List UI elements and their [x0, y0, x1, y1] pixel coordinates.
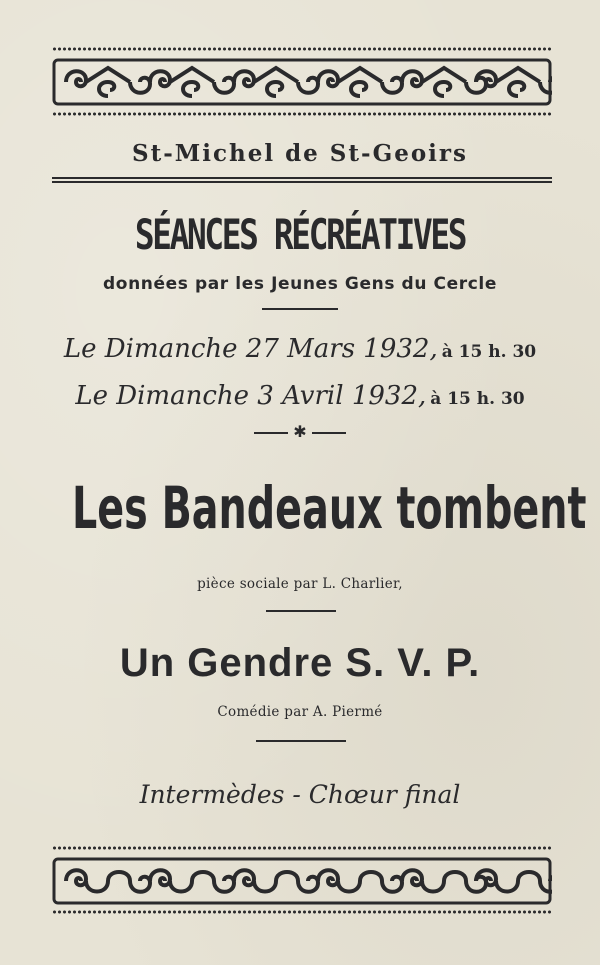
date-2-text: Le Dimanche 3 Avril 1932,	[75, 381, 427, 411]
village-name: St-Michel de St-Geoirs	[131, 140, 468, 167]
date-1-time: à 15 h. 30	[441, 342, 537, 362]
top-scroll-ornament-svg	[52, 56, 552, 108]
play-1-title: Les Bandeaux tombent	[72, 474, 587, 542]
star-icon: ✱	[293, 422, 307, 441]
top-dotted-border-lower	[52, 112, 552, 116]
bottom-scroll-ornament-svg	[52, 856, 552, 906]
separator-line-left	[254, 432, 288, 434]
bottom-dotted-border-lower	[52, 910, 552, 914]
separator-line-right	[312, 432, 346, 434]
play-2-credit: Comédie par A. Piermé	[217, 704, 383, 720]
date-2-time: à 15 h. 30	[430, 389, 525, 409]
date-1-text: Le Dimanche 27 Mars 1932,	[63, 334, 438, 364]
date-line-2	[0, 381, 600, 411]
event-subheading: données par les Jeunes Gens du Cercle	[103, 274, 497, 294]
top-dotted-border	[52, 47, 552, 51]
play-2-rule	[256, 740, 346, 742]
play-2-title: Un Gendre S. V. P.	[119, 641, 481, 685]
top-scroll-ornament	[52, 56, 552, 108]
bottom-dotted-border	[52, 846, 552, 850]
event-heading: SÉANCES RÉCRÉATIVES	[134, 210, 466, 259]
village-double-rule	[52, 177, 552, 183]
date-line-1	[0, 334, 600, 364]
heading-short-rule	[262, 308, 338, 310]
bottom-scroll-ornament	[52, 856, 552, 906]
closing-line: Intermèdes - Chœur final	[139, 780, 461, 809]
play-1-rule	[266, 610, 336, 612]
play-1-credit: pièce sociale par L. Charlier,	[197, 576, 403, 592]
star-separator	[0, 422, 600, 441]
